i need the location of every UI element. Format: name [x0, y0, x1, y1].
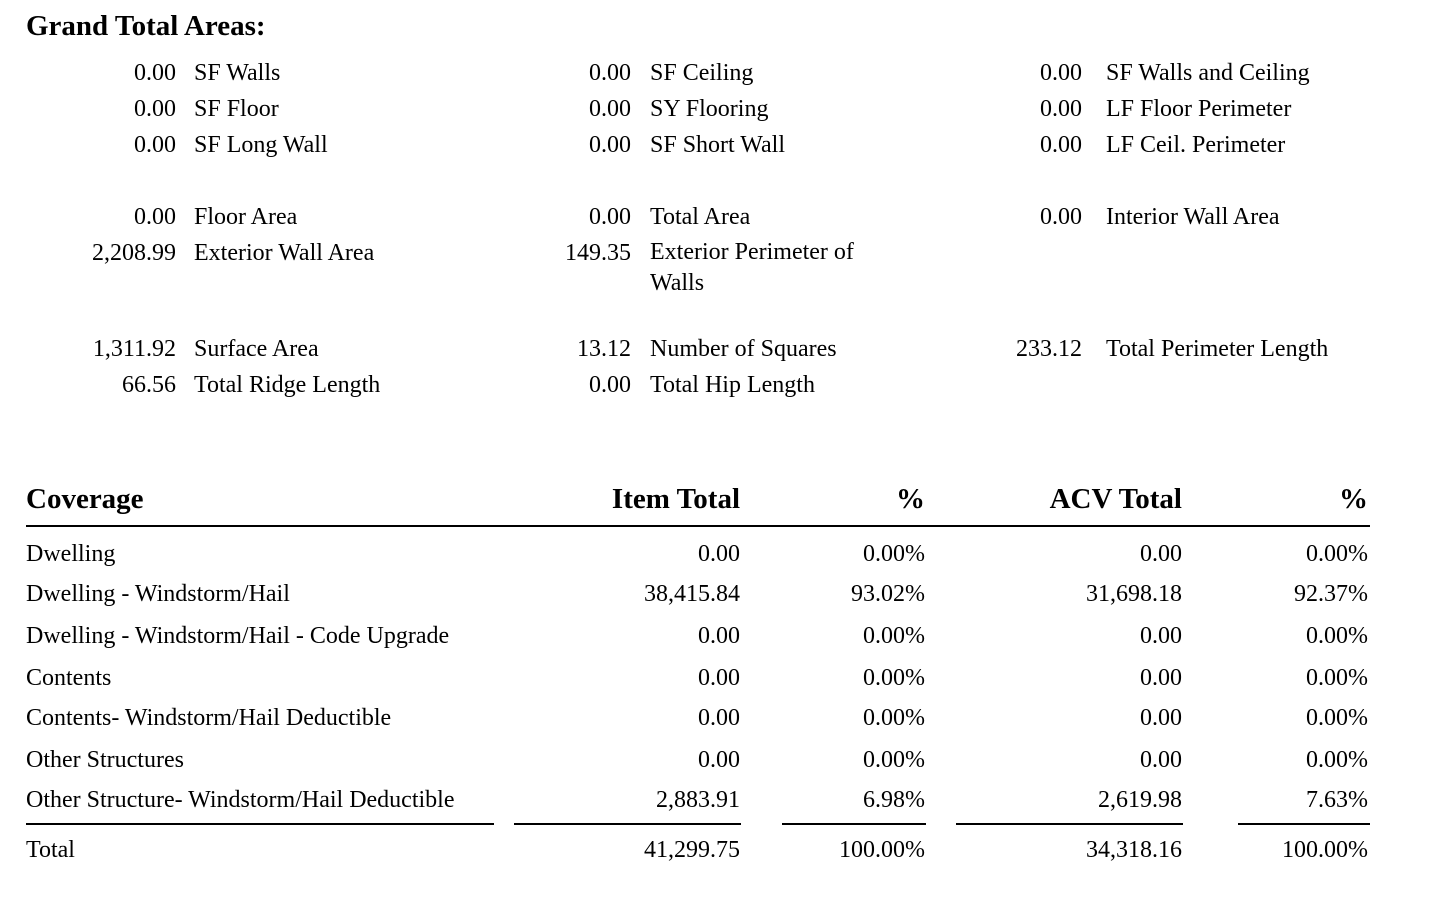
sf-floor-value: 0.00 [134, 96, 176, 122]
acv-total-cell: 2,619.98 [1098, 787, 1182, 813]
acv-pct-cell: 0.00% [1306, 623, 1368, 649]
acv-total-cell: 0.00 [1140, 705, 1182, 731]
sf-long-wall-value: 0.00 [134, 132, 176, 158]
sf-floor-label: SF Floor [194, 96, 279, 122]
exterior-perimeter-value: 149.35 [565, 240, 631, 266]
lf-floor-perimeter-label: LF Floor Perimeter [1106, 96, 1292, 122]
total-ridge-length-label: Total Ridge Length [194, 372, 381, 398]
coverage-cell: Other Structure- Windstorm/Hail Deductible [26, 787, 455, 813]
total-perimeter-length-value: 233.12 [1016, 336, 1082, 362]
floor-area-value: 0.00 [134, 204, 176, 230]
acv-pct-cell: 0.00% [1306, 705, 1368, 731]
lf-ceil-perimeter-label: LF Ceil. Perimeter [1106, 132, 1286, 158]
total-rule-coverage [26, 823, 494, 825]
coverage-cell: Contents- Windstorm/Hail Deductible [26, 705, 392, 731]
number-of-squares-label: Number of Squares [650, 336, 837, 362]
total-item-total: 41,299.75 [644, 837, 740, 863]
coverage-cell: Dwelling - Windstorm/Hail [26, 581, 290, 607]
acv-total-cell: 0.00 [1140, 623, 1182, 649]
total-rule-item-total [514, 823, 741, 825]
grand-total-areas-title: Grand Total Areas: [26, 10, 266, 42]
item-pct-cell: 0.00% [863, 705, 925, 731]
total-rule-item-pct [782, 823, 926, 825]
acv-pct-cell: 0.00% [1306, 747, 1368, 773]
item-total-cell: 2,883.91 [656, 787, 740, 813]
surface-area-value: 1,311.92 [92, 336, 176, 362]
acv-pct-cell: 0.00% [1306, 541, 1368, 567]
exterior-perimeter-label: Exterior Perimeter of Walls [650, 239, 854, 296]
item-pct-cell: 93.02% [851, 581, 925, 607]
number-of-squares-value: 13.12 [577, 336, 631, 362]
total-item-pct: 100.00% [839, 837, 925, 863]
sy-flooring-value: 0.00 [589, 96, 631, 122]
item-total-cell: 0.00 [698, 541, 740, 567]
total-rule-acv-total [956, 823, 1183, 825]
coverage-cell: Dwelling - Windstorm/Hail - Code Upgrade [26, 623, 450, 649]
lf-ceil-perimeter-value: 0.00 [1040, 132, 1082, 158]
exterior-wall-area-label: Exterior Wall Area [194, 240, 375, 266]
acv-total-cell: 0.00 [1140, 665, 1182, 691]
sf-ceiling-label: SF Ceiling [650, 60, 754, 86]
acv-pct-header: % [1339, 483, 1368, 515]
acv-pct-cell: 92.37% [1294, 581, 1368, 607]
item-total-header: Item Total [611, 483, 740, 515]
lf-floor-perimeter-value: 0.00 [1040, 96, 1082, 122]
surface-area-label: Surface Area [194, 336, 319, 362]
total-hip-length-value: 0.00 [589, 372, 631, 398]
total-acv-total: 34,318.16 [1086, 837, 1182, 863]
coverage-cell: Dwelling [26, 541, 116, 567]
total-ridge-length-value: 66.56 [122, 372, 176, 398]
interior-wall-area-value: 0.00 [1040, 204, 1082, 230]
acv-total-header: ACV Total [1049, 483, 1182, 515]
acv-total-cell: 31,698.18 [1086, 581, 1182, 607]
acv-pct-cell: 7.63% [1306, 787, 1368, 813]
acv-pct-cell: 0.00% [1306, 665, 1368, 691]
coverage-cell: Other Structures [26, 747, 184, 773]
sf-short-wall-value: 0.00 [589, 132, 631, 158]
item-pct-header: % [896, 483, 925, 515]
sf-long-wall-label: SF Long Wall [194, 132, 328, 158]
acv-total-cell: 0.00 [1140, 747, 1182, 773]
total-rule-acv-pct [1238, 823, 1370, 825]
item-total-cell: 0.00 [698, 705, 740, 731]
floor-area-label: Floor Area [194, 204, 298, 230]
sf-walls-ceiling-value: 0.00 [1040, 60, 1082, 86]
sy-flooring-label: SY Flooring [650, 96, 769, 122]
item-total-cell: 0.00 [698, 665, 740, 691]
item-pct-cell: 0.00% [863, 747, 925, 773]
item-pct-cell: 6.98% [863, 787, 925, 813]
interior-wall-area-label: Interior Wall Area [1106, 204, 1280, 230]
header-rule [26, 525, 1370, 527]
item-pct-cell: 0.00% [863, 541, 925, 567]
coverage-cell: Contents [26, 665, 112, 691]
item-total-cell: 38,415.84 [644, 581, 740, 607]
acv-total-cell: 0.00 [1140, 541, 1182, 567]
total-area-label: Total Area [650, 204, 751, 230]
total-hip-length-label: Total Hip Length [650, 372, 815, 398]
sf-walls-ceiling-label: SF Walls and Ceiling [1106, 60, 1310, 86]
total-label: Total [26, 837, 75, 863]
exterior-wall-area-value: 2,208.99 [92, 240, 176, 266]
item-pct-cell: 0.00% [863, 665, 925, 691]
total-acv-pct: 100.00% [1282, 837, 1368, 863]
item-total-cell: 0.00 [698, 623, 740, 649]
sf-walls-value: 0.00 [134, 60, 176, 86]
total-perimeter-length-label: Total Perimeter Length [1106, 336, 1329, 362]
sf-short-wall-label: SF Short Wall [650, 132, 785, 158]
item-pct-cell: 0.00% [863, 623, 925, 649]
total-area-value: 0.00 [589, 204, 631, 230]
sf-walls-label: SF Walls [194, 60, 281, 86]
sf-ceiling-value: 0.00 [589, 60, 631, 86]
item-total-cell: 0.00 [698, 747, 740, 773]
coverage-header: Coverage [26, 483, 144, 515]
